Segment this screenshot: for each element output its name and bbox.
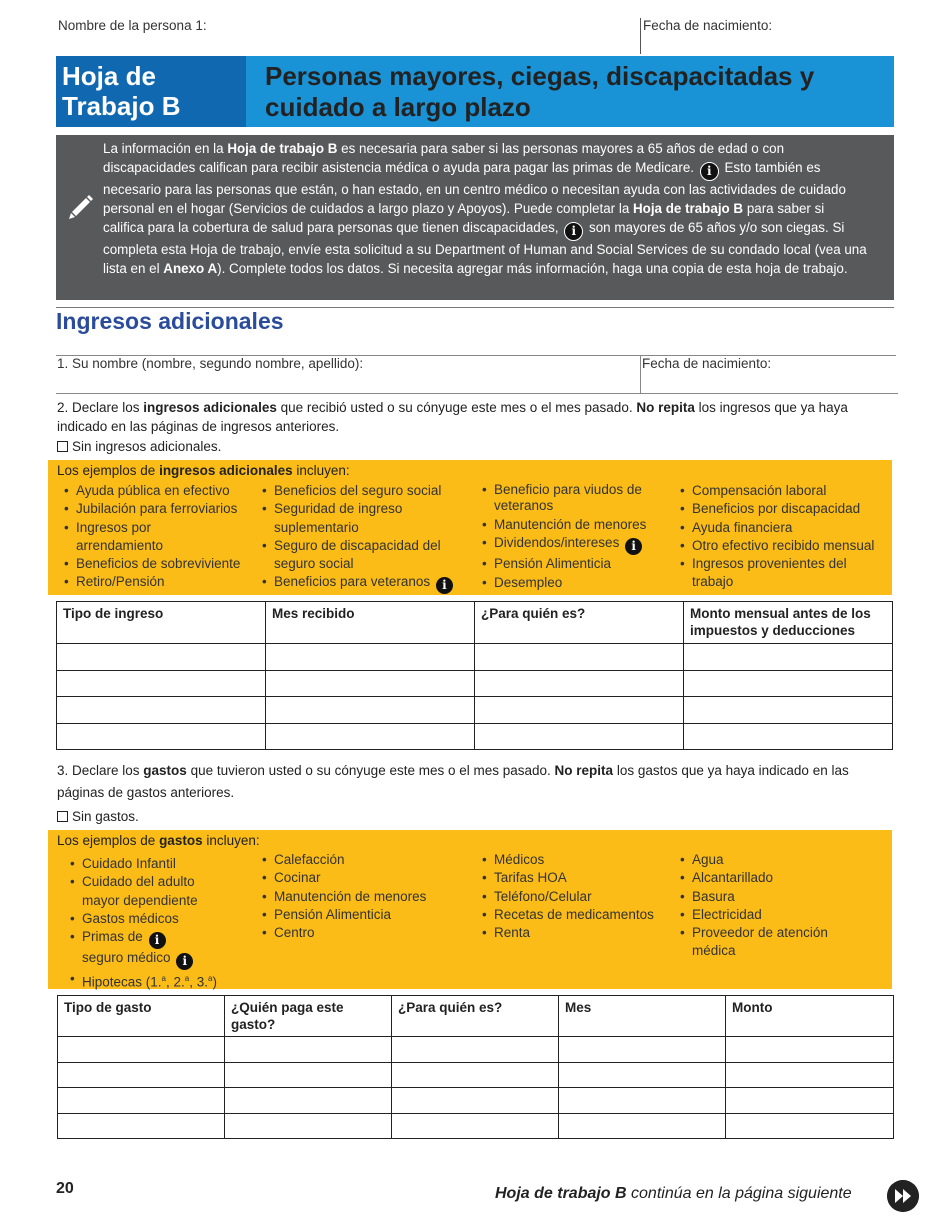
table-cell[interactable]	[57, 723, 266, 750]
list-item-text: Hipotecas (1.	[82, 974, 162, 990]
list-item: • Ingresos provenientes del trabajo	[678, 555, 853, 592]
continues-note	[495, 1185, 852, 1203]
column-header: Mes recibido	[266, 602, 475, 644]
list-item: • Seguridad de ingreso suplementario	[260, 500, 435, 537]
dob-field-label: Fecha de nacimiento:	[642, 356, 772, 371]
list-item: • Beneficios de sobreviviente	[62, 555, 257, 573]
question-bold: ingresos adicionales	[143, 400, 277, 415]
list-item: • Manutención de menores	[480, 516, 675, 534]
table-header-row	[57, 602, 893, 644]
table-cell[interactable]	[58, 1088, 225, 1114]
table-cell[interactable]	[57, 697, 266, 724]
expense-examples-title	[57, 833, 260, 848]
question-text: que recibió usted o su cónyuge este mes o el mes pasado.	[276, 400, 637, 415]
table-cell[interactable]	[559, 1088, 726, 1114]
expense-examples-col3	[480, 851, 675, 942]
list-item: • Retiro/Pensión	[62, 573, 257, 591]
column-header: Monto	[726, 996, 894, 1037]
table-row	[57, 697, 893, 724]
expense-examples-col4	[678, 851, 888, 961]
list-item: • Seguro de discapacidad del seguro social	[260, 537, 455, 574]
no-income-label: Sin ingresos adicionales.	[72, 439, 222, 454]
table-header-row	[58, 996, 894, 1037]
table-cell[interactable]	[559, 1113, 726, 1139]
question-bold: No repita	[554, 763, 614, 778]
income-examples-col1	[62, 482, 257, 592]
table-cell[interactable]	[225, 1113, 392, 1139]
expense-table	[57, 995, 894, 1139]
column-header: Tipo de gasto	[58, 996, 225, 1037]
intro-text: La información en la	[103, 141, 228, 156]
column-header: ¿Para quién es?	[392, 996, 559, 1037]
expense-examples-col2	[260, 851, 475, 942]
info-icon[interactable]: i	[564, 222, 583, 241]
superscript: a	[161, 974, 166, 984]
table-cell[interactable]	[559, 1062, 726, 1088]
top-field-divider	[640, 18, 641, 54]
table-cell[interactable]	[392, 1062, 559, 1088]
worksheet-label-line1: Hoja de	[62, 61, 156, 91]
info-icon[interactable]: i	[700, 162, 719, 181]
info-icon[interactable]: i	[176, 953, 193, 970]
list-item: • Electricidad	[678, 906, 888, 924]
no-expenses-option[interactable]	[57, 809, 139, 824]
list-item: • Ayuda pública en efectivo	[62, 482, 257, 500]
intro-text: ). Complete todos los datos. Si necesita agregar más información, haga una copia de esta hoja de trabajo.	[217, 260, 848, 276]
examples-title-text: incluyen:	[292, 463, 350, 478]
list-item: • Cuidado del adulto mayor dependiente	[68, 873, 218, 910]
question-text: que tuvieron usted o su cónyuge este mes o el mes pasado.	[186, 763, 555, 778]
table-cell[interactable]	[58, 1037, 225, 1063]
list-item: • Alcantarillado	[678, 869, 888, 887]
page-title-line2: cuidado a largo plazo	[265, 92, 531, 122]
list-item: • Centro	[260, 924, 475, 942]
table-cell[interactable]	[726, 1062, 894, 1088]
page-title	[246, 56, 894, 127]
column-header: Tipo de ingreso	[57, 602, 266, 644]
list-item-text: Dividendos/intereses	[494, 535, 620, 551]
superscript: a	[207, 974, 213, 984]
field-rule	[56, 393, 898, 394]
table-cell[interactable]	[475, 644, 684, 671]
list-item: • Beneficio para viudos de veteranos	[480, 482, 660, 514]
intro-text: es necesaria para saber si las personas mayores a 65 años de edad o con discapacidades califican para recibir asistencia médica o ayuda para pagar las primas de Medicare.	[103, 141, 785, 175]
table-cell[interactable]	[58, 1062, 225, 1088]
list-item: • Agua	[678, 851, 888, 869]
intro-bold: Hoja de trabajo B	[227, 141, 338, 156]
list-item: • Compensación laboral	[678, 482, 888, 500]
list-item: • Beneficios del seguro social	[260, 482, 475, 500]
income-examples-col4	[678, 482, 888, 592]
expense-examples-col1	[68, 855, 258, 992]
list-item: • Calefacción	[260, 851, 475, 869]
list-item: • Desempleo	[480, 574, 675, 592]
table-cell[interactable]	[225, 1088, 392, 1114]
worksheet-label-line2: Trabajo B	[62, 91, 181, 121]
examples-title-text: Los ejemplos de	[57, 463, 160, 478]
person-dob-label: Fecha de nacimiento:	[643, 18, 773, 33]
list-item-text: seguro médico	[82, 950, 171, 966]
examples-title-text: incluyen:	[202, 833, 260, 848]
table-cell[interactable]	[392, 1037, 559, 1063]
pencil-icon	[66, 190, 98, 222]
list-item: • Ayuda financiera	[678, 519, 888, 537]
no-income-option[interactable]	[57, 439, 221, 454]
table-cell[interactable]	[225, 1037, 392, 1063]
table-cell[interactable]	[726, 1113, 894, 1139]
list-item-text: )	[212, 974, 217, 990]
list-item: • Pensión Alimenticia	[260, 906, 475, 924]
list-item: • Cocinar	[260, 869, 475, 887]
fast-forward-icon[interactable]	[887, 1180, 919, 1212]
intro-bold: Anexo A	[163, 260, 218, 276]
list-item-text: Beneficios para veteranos	[274, 574, 431, 590]
question-text: 2. Declare los	[57, 400, 144, 415]
intro-text: Esto también es necesario para las personas que están, o han estado, en un centro médico o necesitan ayuda con las actividades de cuidado personal en el hogar (Servicios de cuidados a largo plazo y Apoyos). Puede completar la	[103, 159, 846, 216]
list-item: • Jubilación para ferroviarios	[62, 500, 257, 518]
table-row	[58, 1113, 894, 1139]
name-field-label: 1. Su nombre (nombre, segundo nombre, apellido):	[57, 356, 364, 371]
list-item: • Proveedor de atención médica	[678, 924, 843, 961]
info-icon[interactable]: i	[625, 538, 642, 555]
column-header: ¿Quién paga este gasto?	[225, 996, 392, 1037]
question-3	[57, 760, 857, 804]
column-header: Monto mensual antes de los impuestos y deducciones	[684, 602, 893, 644]
worksheet-label	[56, 56, 246, 127]
table-cell[interactable]	[559, 1037, 726, 1063]
list-item: • Beneficios por discapacidad	[678, 500, 888, 518]
table-row	[58, 1062, 894, 1088]
list-item-text: Primas de	[82, 929, 143, 945]
table-cell[interactable]	[684, 670, 893, 697]
no-expenses-checkbox[interactable]	[57, 811, 68, 822]
list-item: • Recetas de medicamentos	[480, 906, 675, 924]
list-item: • Renta	[480, 924, 675, 942]
list-item	[260, 573, 475, 594]
table-cell[interactable]	[266, 697, 475, 724]
table-row	[57, 723, 893, 750]
examples-title-bold: gastos	[159, 833, 203, 848]
person-name-label: Nombre de la persona 1:	[58, 18, 207, 33]
examples-title-text: Los ejemplos de	[57, 833, 160, 848]
income-table	[56, 601, 893, 750]
list-item: • Gastos médicos	[68, 910, 258, 928]
continues-note-text: continúa en la página siguiente	[626, 1185, 852, 1202]
table-row	[58, 1088, 894, 1114]
info-icon[interactable]: i	[436, 577, 453, 594]
table-cell[interactable]	[266, 670, 475, 697]
field-divider	[640, 355, 641, 393]
list-item: • Médicos	[480, 851, 675, 869]
table-row	[58, 1037, 894, 1063]
list-item: • Cuidado Infantil	[68, 855, 258, 873]
list-item	[480, 534, 675, 555]
table-row	[57, 644, 893, 671]
list-item: • Basura	[678, 888, 888, 906]
column-header: Mes	[559, 996, 726, 1037]
intro-bold: Hoja de trabajo B	[632, 200, 744, 216]
list-item-text: , 3.	[189, 974, 208, 990]
list-item: • Ingresos por arrendamiento	[62, 519, 192, 556]
section-title: Ingresos adicionales	[56, 308, 284, 334]
table-row	[57, 670, 893, 697]
table-cell[interactable]	[58, 1113, 225, 1139]
table-cell[interactable]	[266, 644, 475, 671]
table-cell[interactable]	[684, 723, 893, 750]
table-cell[interactable]	[57, 670, 266, 697]
table-cell[interactable]	[392, 1088, 559, 1114]
question-2	[57, 398, 857, 436]
page-title-line1: Personas mayores, ciegas, discapacitadas y	[265, 61, 815, 91]
question-text: los gastos que ya haya indicado en las páginas de gastos anteriores.	[57, 763, 849, 800]
continues-note-bold: Hoja de trabajo B	[495, 1185, 627, 1202]
question-text: 3. Declare los	[57, 763, 144, 778]
superscript: a	[184, 974, 190, 984]
question-bold: gastos	[143, 763, 187, 778]
table-cell[interactable]	[684, 644, 893, 671]
table-cell[interactable]	[684, 697, 893, 724]
list-item: • Tarifas HOA	[480, 869, 675, 887]
intro-box	[56, 135, 894, 300]
table-cell[interactable]	[726, 1088, 894, 1114]
list-item: • Teléfono/Celular	[480, 888, 675, 906]
table-cell[interactable]	[266, 723, 475, 750]
table-cell[interactable]	[475, 697, 684, 724]
examples-title-bold: ingresos adicionales	[159, 463, 293, 478]
list-item: • Pensión Alimenticia	[480, 555, 675, 573]
intro-text: son mayores de 65 años y/o son ciegas. Si completa esta Hoja de trabajo, envíe esta solicitud a su Department of Human and Social Services de su condado local (vea una lista en el	[103, 219, 867, 276]
income-examples-col2	[260, 482, 475, 594]
table-cell[interactable]	[475, 670, 684, 697]
info-icon[interactable]: i	[149, 932, 166, 949]
list-item-text: , 2.	[166, 974, 185, 990]
income-examples-title	[57, 463, 350, 478]
table-cell[interactable]	[225, 1062, 392, 1088]
page-number: 20	[56, 1180, 74, 1197]
no-expenses-label: Sin gastos.	[72, 809, 139, 824]
column-header: ¿Para quién es?	[475, 602, 684, 644]
question-bold: No repita	[636, 400, 695, 415]
list-item: • Otro efectivo recibido mensual	[678, 537, 888, 555]
table-cell[interactable]	[57, 644, 266, 671]
list-item: • Manutención de menores	[260, 888, 475, 906]
list-item	[68, 928, 258, 970]
no-income-checkbox[interactable]	[57, 441, 68, 452]
table-cell[interactable]	[475, 723, 684, 750]
table-cell[interactable]	[392, 1113, 559, 1139]
intro-text: para saber si califica para la cobertura de salud para personas que tienen discapacidades,	[103, 200, 825, 235]
income-examples-col3	[480, 482, 675, 592]
table-cell[interactable]	[726, 1037, 894, 1063]
list-item	[68, 970, 258, 992]
question-text: los ingresos que ya haya indicado en las páginas de ingresos anteriores.	[57, 400, 848, 434]
